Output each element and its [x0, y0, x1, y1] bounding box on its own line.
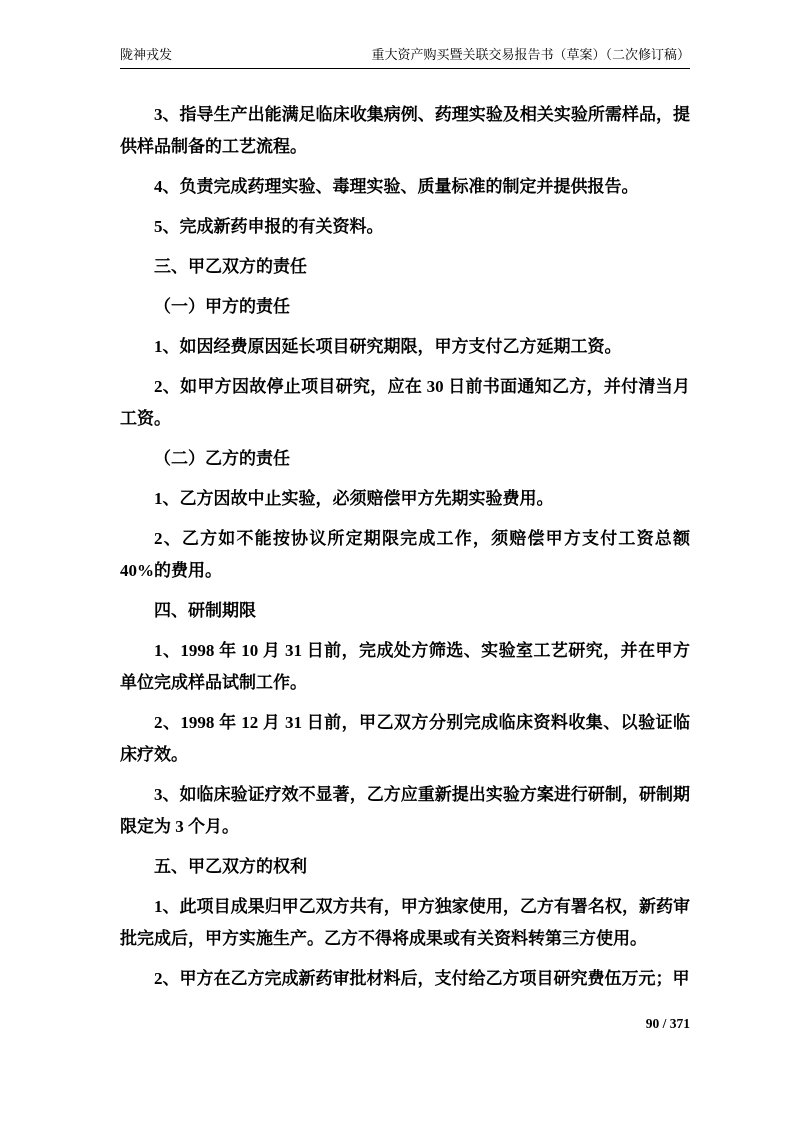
paragraph: 2、1998 年 12 月 31 日前，甲乙双方分别完成临床资料收集、以验证临床疗效。 — [120, 713, 690, 764]
subsection-heading: （一）甲方的责任 — [154, 297, 290, 316]
paragraph: 2、如甲方因故停止项目研究，应在 30 日前书面通知乙方，并付清当月工资。 — [120, 377, 690, 428]
page-header — [120, 46, 690, 69]
paragraph: 3、如临床验证疗效不显著，乙方应重新提出实验方案进行研制，研制期限定为 3 个月。 — [120, 785, 690, 836]
section-heading: 四、研制期限 — [154, 601, 256, 620]
paragraph: 5、完成新药申报的有关资料。 — [154, 217, 384, 236]
paragraph: 2、甲方在乙方完成新药审批材料后，支付给乙方项目研究费伍万元；甲 — [154, 969, 690, 988]
paragraph: 1、如因经费原因延长项目研究期限，甲方支付乙方延期工资。 — [154, 337, 622, 356]
page-number: 90 / 371 — [645, 1016, 690, 1031]
page-footer — [646, 1016, 690, 1032]
section-heading: 三、甲乙双方的责任 — [154, 257, 307, 276]
paragraph: 3、指导生产出能满足临床收集病例、药理实验及相关实验所需样品，提供样品制备的工艺流程。 — [120, 105, 690, 156]
paragraph: 1、1998 年 10 月 31 日前，完成处方筛选、实验室工艺研究，并在甲方单位完成样品试制工作。 — [120, 641, 690, 692]
section-heading: 五、甲乙双方的权利 — [154, 857, 307, 876]
header-company-name: 陇神戎发 — [120, 47, 173, 62]
document-body — [120, 99, 690, 995]
paragraph: 4、负责完成药理实验、毒理实验、质量标准的制定并提供报告。 — [154, 177, 639, 196]
paragraph: 2、乙方如不能按协议所定期限完成工作，须赔偿甲方支付工资总额 40%的费用。 — [120, 529, 690, 580]
paragraph: 1、乙方因故中止实验，必须赔偿甲方先期实验费用。 — [154, 489, 554, 508]
subsection-heading: （二）乙方的责任 — [154, 449, 290, 468]
paragraph: 1、此项目成果归甲乙双方共有，甲方独家使用，乙方有署名权，新药审批完成后，甲方实施生产。乙方不得将成果或有关资料转第三方使用。 — [120, 897, 690, 948]
header-document-title: 重大资产购买暨关联交易报告书（草案）（二次修订稿） — [371, 47, 690, 62]
